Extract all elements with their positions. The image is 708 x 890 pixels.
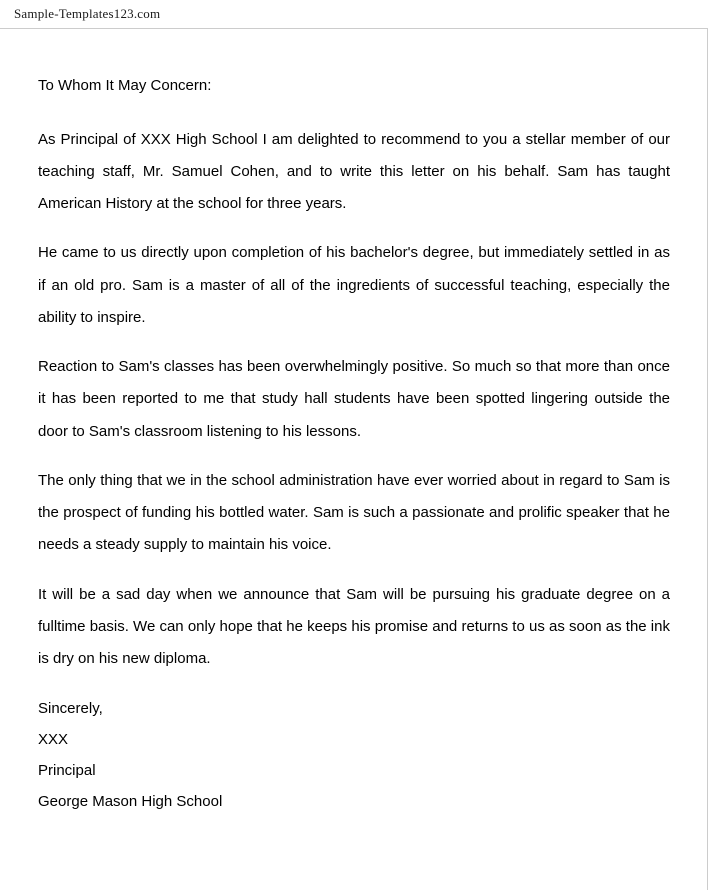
letter-paragraph: It will be a sad day when we announce that Sam will be pursuing his graduate degree on a fulltime basis. We can only hope that he keeps his promise and returns to us as soon as the ink is dry on his new diploma.: [38, 585, 670, 667]
letter-body: [38, 75, 670, 817]
letter-paragraph: He came to us directly upon completion of his bachelor's degree, but immediately settled in as if an old pro. Sam is a master of all of the ingredients of successful teaching, especially the ability to inspire.: [38, 244, 670, 326]
closing-line-signature: XXX: [38, 731, 69, 748]
document-frame: [0, 28, 708, 890]
closing-line-organization: George Mason High School: [38, 792, 223, 810]
letter-salutation: To Whom It May Concern:: [38, 77, 212, 94]
closing-line-title: Principal: [38, 761, 96, 779]
watermark-text: Sample-Templates123.com: [14, 6, 161, 21]
letter-paragraph: As Principal of XXX High School I am delighted to recommend to you a stellar member of our teaching staff, Mr. Samuel Cohen, and to write this letter on his behalf. Sam has taught American History at the school for three years.: [38, 130, 670, 212]
closing-line-sincerely: Sincerely,: [38, 700, 103, 718]
letter-closing-block: [38, 694, 670, 817]
letter-paragraph: The only thing that we in the school administration have ever worried about in regard to Sam is the prospect of funding his bottled water. Sam is such a passionate and prolific speaker that he needs a steady supply to maintain his voice.: [38, 471, 670, 554]
letter-paragraph: Reaction to Sam's classes has been overwhelmingly positive. So much so that more than once it has been reported to me that study hall students have been spotted lingering outside the door to Sam's classroom listening to his lessons.: [38, 358, 670, 440]
